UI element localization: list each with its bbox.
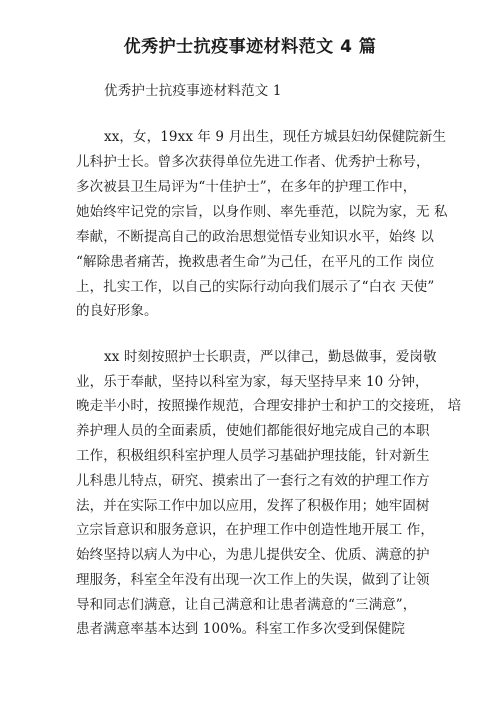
paragraph-2-line-3: 晚走半小时，按照操作规范，合理安排护士和护工的交接班， 培 (76, 398, 462, 414)
paragraph-1-line-1: xx，女，19xx 年 9 月出生，现任方城县妇幼保健院新生 (104, 129, 447, 145)
paragraph-1-line-8: 的良好形象。 (76, 303, 158, 319)
paragraph-2-line-12: 患者满意率基本达到 100%。科室工作多次受到保健院 (76, 621, 405, 637)
paragraph-2-line-10: 理服务，科室全年没有出现一次工作上的失误，做到了让领 (76, 572, 430, 588)
paragraph-1-line-3: 多次被县卫生局评为“十佳护士”，在多年的护理工作中， (76, 179, 417, 195)
paragraph-2-line-6: 儿科患儿特点，研究、摸索出了一套行之有效的护理工作方 (76, 473, 430, 489)
paragraph-1-line-6: “解除患者痛苦，挽救患者生命”为己任，在平凡的工作 岗位 (76, 254, 435, 270)
document-subtitle: 优秀护士抗疫事迹材料范文 1 (104, 83, 282, 99)
paragraph-2-line-7: 法，并在实际工作中加以应用，发挥了积极作用；她牢固树 (76, 498, 430, 514)
paragraph-2-line-9: 始终坚持以病人为中心，为患儿提供安全、优质、满意的护 (76, 547, 430, 563)
paragraph-1-line-7: 上，扎实工作，以自己的实际行动向我们展示了“白衣 天使” (76, 279, 435, 295)
paragraph-2-line-5: 工作，积极组织科室护理人员学习基础护理技能，针对新生 (76, 448, 430, 464)
paragraph-2-line-2: 业，乐于奉献，坚持以科室为家，每天坚持早来 10 分钟， (76, 374, 429, 390)
paragraph-2-line-8: 立宗旨意识和服务意识，在护理工作中创造性地开展工 作， (76, 522, 434, 538)
paragraph-1-line-5: 奉献，不断提高自己的政治思想觉悟专业知识水平，始终 以 (76, 229, 434, 245)
paragraph-1-line-4: 她始终牢记党的宗旨，以身作则、率先垂范，以院为家，无 私 (76, 204, 448, 220)
paragraph-2-line-1: xx 时刻按照护士长职责，严以律己，勤恳做事，爱岗敬 (104, 349, 437, 365)
paragraph-1-line-2: 儿科护士长。曾多次获得单位先进工作者、优秀护士称号， (76, 154, 430, 170)
paragraph-2-line-11: 导和同志们满意，让自己满意和让患者满意的“三满意”， (76, 597, 417, 613)
paragraph-2-line-4: 养护理人员的全面素质，使她们都能很好地完成自己的本职 (76, 423, 430, 439)
document-title: 优秀护士抗疫事迹材料范文 4 篇 (123, 37, 377, 57)
